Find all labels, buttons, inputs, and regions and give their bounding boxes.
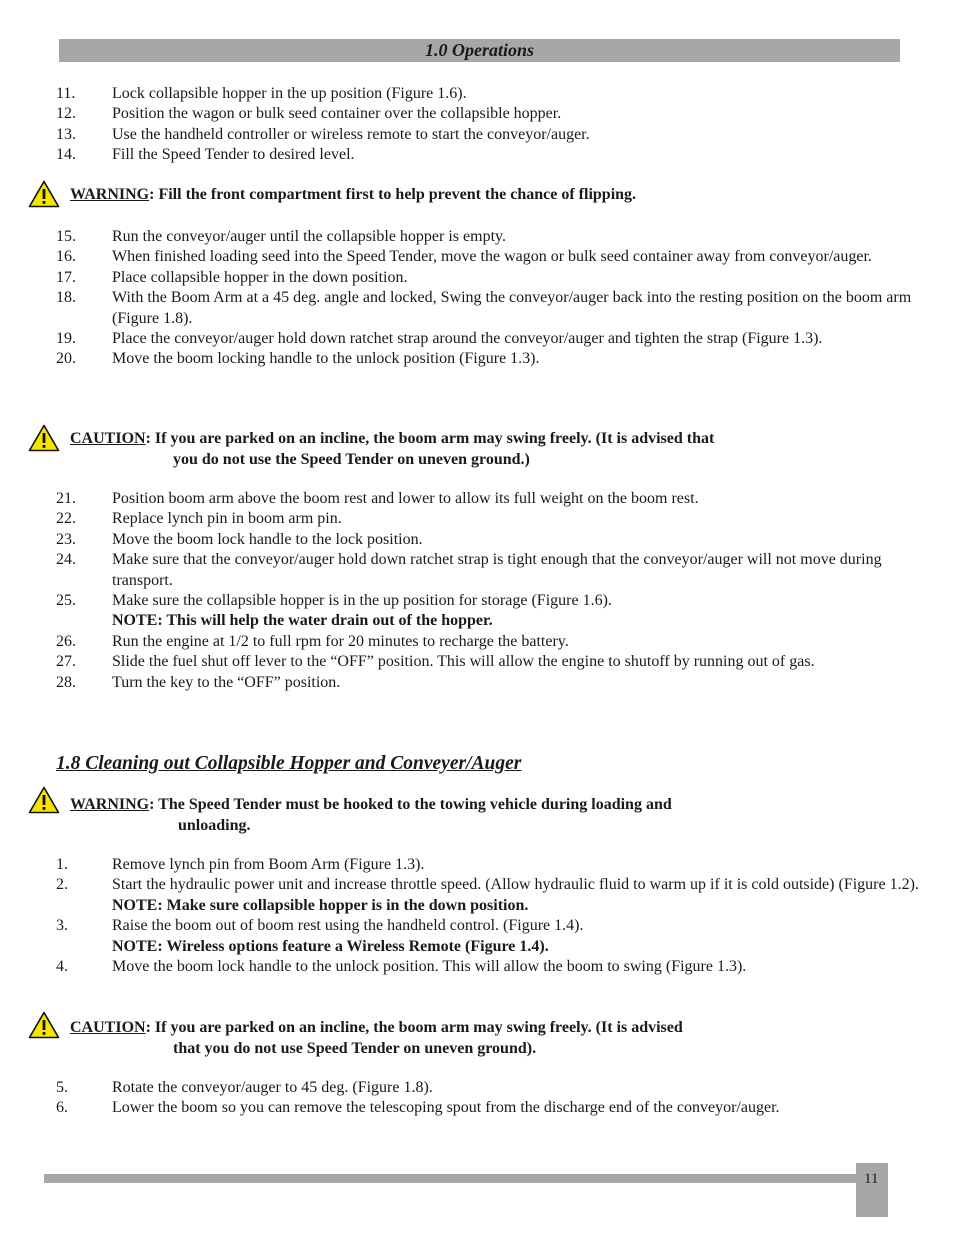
alert-keyword: CAUTION [70,430,146,447]
item-number: 18. [56,289,76,307]
item-number: 2. [56,876,68,894]
list-item [56,550,922,591]
list-item [56,247,922,267]
list-item [56,652,922,672]
alert-keyword: WARNING [70,186,150,203]
item-text: Make sure the collapsible hopper is in the up position for storage (Figure 1.6). [112,592,612,610]
item-text: Replace lynch pin in boom arm pin. [112,510,342,528]
item-number: 19. [56,330,76,348]
item-number: 12. [56,105,76,123]
steps-list-c [56,489,922,693]
warning-triangle-icon [28,180,60,208]
item-text: Lock collapsible hopper in the up position (Figure 1.6). [112,85,467,102]
alert-text-continued: that you do not use Speed Tender on uneven ground). [173,1040,537,1057]
section-header-bar [59,39,900,62]
item-text: Start the hydraulic power unit and increase throttle speed. (Allow hydraulic fluid to warm up if it is cold outside) (Figure 1.2). [112,876,919,894]
item-text: Fill the Speed Tender to desired level. [112,146,355,164]
section-header-title: 1.0 Operations [424,40,534,60]
alert-text: : If you are parked on an incline, the boom arm may swing freely. (It is advised [145,1019,683,1036]
item-number: 4. [56,958,68,976]
item-number: 3. [56,917,68,935]
item-text: Remove lynch pin from Boom Arm (Figure 1.3). [112,856,425,873]
list-item [56,84,922,104]
item-text: Place collapsible hopper in the down position. [112,268,408,286]
item-text: Run the engine at 1/2 to full rpm for 20 minutes to recharge the battery. [112,632,569,650]
alert-keyword: WARNING [70,796,150,813]
list-item [56,268,922,288]
item-number: 17. [56,268,76,286]
item-number: 24. [56,551,76,569]
item-text: Position the wagon or bulk seed container over the collapsible hopper. [112,105,562,123]
list-item [56,855,922,875]
list-item [56,673,922,693]
list-item [56,1098,922,1118]
item-text: Run the conveyor/auger until the collapsible hopper is empty. [112,228,506,245]
section-title: 1.8 Cleaning out Collapsible Hopper and Conveyer/Auger [56,753,522,774]
item-text: Rotate the conveyor/auger to 45 deg. (Figure 1.8). [112,1079,433,1096]
item-number: 13. [56,125,76,143]
footer-bar [44,1174,858,1183]
item-text: Make sure that the conveyor/auger hold down ratchet strap is tight enough that the conveyor/auger will not move during transport. [112,551,882,589]
item-note: NOTE: Make sure collapsible hopper is in the down position. [112,896,529,914]
list-item [56,349,922,369]
item-text: With the Boom Arm at a 45 deg. angle and locked, Swing the conveyor/auger back into the resting position on the boom arm (Figure 1.8). [112,289,912,327]
item-number: 26. [56,632,76,650]
item-number: 15. [56,228,76,245]
item-text: Slide the fuel shut off lever to the “OFF” position. This will allow the engine to shutoff by running out of gas. [112,653,815,671]
steps-list-d [56,855,922,977]
page-number: 11 [864,1171,879,1187]
list-item [56,591,922,632]
item-text: Move the boom lock handle to the lock position. [112,530,423,548]
alert-text: : The Speed Tender must be hooked to the towing vehicle during loading and [149,796,672,813]
list-item [56,530,922,550]
page-number-box [856,1163,888,1217]
item-number: 20. [56,350,76,368]
list-item [56,227,922,247]
item-text: Move the boom lock handle to the unlock position. This will allow the boom to swing (Figure 1.3). [112,958,747,976]
list-item [56,509,922,529]
warning-triangle-icon [28,1011,60,1039]
list-item [56,489,922,509]
item-number: 22. [56,510,76,528]
item-text: Raise the boom out of boom rest using the handheld control. (Figure 1.4). [112,917,584,935]
list-item [56,957,922,977]
list-item [56,632,922,652]
alert-keyword: CAUTION [70,1019,146,1036]
steps-list-e [56,1078,922,1119]
list-item [56,288,922,329]
item-text: Move the boom locking handle to the unlock position (Figure 1.3). [112,350,540,368]
list-item [56,916,922,957]
item-number: 14. [56,146,76,164]
list-item [56,125,922,145]
item-text: When finished loading seed into the Speed Tender, move the wagon or bulk seed container away from conveyor/auger. [112,248,872,266]
warning-triangle-icon [28,786,60,814]
item-text: Turn the key to the “OFF” position. [112,673,341,691]
item-number: 6. [56,1099,68,1117]
list-item [56,329,922,349]
item-text: Use the handheld controller or wireless remote to start the conveyor/auger. [112,125,590,143]
item-number: 16. [56,248,76,266]
item-number: 1. [56,856,68,873]
item-number: 21. [56,490,76,507]
steps-list-b [56,227,922,370]
item-number: 25. [56,592,76,610]
item-number: 11. [56,85,76,102]
list-item [56,145,922,165]
alert-text: : Fill the front compartment first to help prevent the chance of flipping. [149,186,637,203]
item-number: 27. [56,653,76,671]
item-note: NOTE: This will help the water drain out of the hopper. [112,612,493,630]
alert-text-continued: unloading. [178,817,251,834]
item-text: Position boom arm above the boom rest and lower to allow its full weight on the boom rest. [112,490,699,507]
list-item [56,104,922,124]
item-text: Lower the boom so you can remove the telescoping spout from the discharge end of the conveyor/auger. [112,1099,780,1117]
alert-text: : If you are parked on an incline, the boom arm may swing freely. (It is advised that [145,430,715,447]
item-number: 23. [56,530,76,548]
alert-text-continued: you do not use the Speed Tender on uneven ground.) [173,451,530,468]
item-note: NOTE: Wireless options feature a Wireless Remote (Figure 1.4). [112,937,549,955]
steps-list-a [56,84,922,166]
item-number: 28. [56,673,76,691]
warning-triangle-icon [28,424,60,452]
item-number: 5. [56,1079,68,1096]
item-text: Place the conveyor/auger hold down ratchet strap around the conveyor/auger and tighten the strap (Figure 1.3). [112,330,823,348]
list-item [56,875,922,916]
list-item [56,1078,922,1098]
